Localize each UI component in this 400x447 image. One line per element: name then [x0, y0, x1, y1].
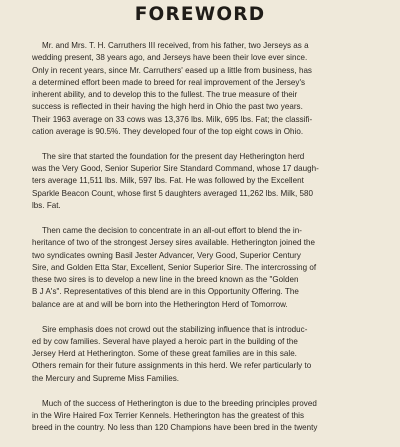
- paragraph-cow-families: [32, 324, 377, 385]
- paragraph-carruthers-history: [32, 40, 377, 138]
- text-line: Only in recent years, since Mr. Carruthers' eased up a little from business, has: [32, 65, 312, 75]
- text-line: the Mercury and Supreme Miss Families.: [32, 373, 179, 383]
- text-line: success is reflected in their having the high herd in Ohio the past two years.: [32, 102, 303, 112]
- text-line: Much of the success of Hetherington is due to the breeding principles proved: [42, 398, 317, 408]
- paragraph-foundation-sire: [32, 151, 377, 212]
- text-line: Jersey Herd at Hetherington. Some of these great families are in this sale.: [32, 349, 297, 359]
- text-line: heritance of two of the strongest Jersey sires available. Hetherington joined the: [32, 238, 315, 248]
- text-line: ed by cow families. Several have played a heroic part in the building of the: [32, 336, 298, 346]
- text-line: was the Very Good, Senior Superior Sire Standard Command, whose 17 daugh-: [32, 164, 319, 174]
- text-line: breed in the country. No less than 120 Champions have been bred in the twenty: [32, 423, 318, 433]
- text-line: B J A's". Representatives of this blend are in this Opportunity Offering. The: [32, 287, 299, 297]
- text-line: ters average 11,511 lbs. Milk, 597 lbs. Fat. He was followed by the Excellent: [32, 176, 304, 186]
- text-line: two syndicates owning Basil Jester Advancer, Very Good, Superior Century: [32, 250, 301, 260]
- text-line: Then came the decision to concentrate in an all-out effort to blend the in-: [42, 226, 302, 236]
- text-line: Their 1963 average on 33 cows was 13,376 lbs. Milk, 695 lbs. Fat; the classifi-: [32, 114, 313, 124]
- text-line: wedding present, 38 years ago, and Jerseys have been their love ever since.: [32, 53, 308, 63]
- text-line: inherent ability, and to develop this to the fullest. The true measure of their: [32, 90, 298, 99]
- text-line: Mr. and Mrs. T. H. Carruthers III received, from his father, two Jerseys as a: [42, 41, 309, 50]
- foreword-body: [32, 40, 377, 447]
- text-line: Sire emphasis does not crowd out the stabilizing influence that is introduc-: [42, 324, 308, 334]
- text-line: Others remain for their future assignments in this herd. We refer particularly to: [32, 361, 312, 371]
- text-line: Sire, and Golden Etta Star, Excellent, Senior Superior Sire. The intercrossing of: [32, 262, 317, 272]
- text-line: lbs. Fat.: [32, 200, 61, 210]
- text-line: cation average is 90.5%. They developed four of the top eight cows in Ohio.: [32, 126, 304, 136]
- text-line: The sire that started the foundation for the present day Hetherington herd: [42, 151, 305, 161]
- text-line: a determined effort been made to breed for real improvement of the Jersey's: [32, 77, 306, 87]
- text-line: Sparkle Beacon Count, whose first 5 daughters averaged 11,262 lbs. Milk, 580: [32, 188, 313, 198]
- text-line: in the Wire Haired Fox Terrier Kennels. Hetherington has the greatest of this: [32, 411, 304, 421]
- paragraph-breeding-principles: [32, 398, 377, 435]
- paragraph-sire-blend: [32, 225, 377, 311]
- text-line: these two sires is to develop a new line in the breed known as the "Golden: [32, 275, 299, 285]
- page-title: FOREWORD: [134, 4, 266, 25]
- text-line: balance are at and will be born into the Hetherington Herd of Tomorrow.: [32, 299, 288, 309]
